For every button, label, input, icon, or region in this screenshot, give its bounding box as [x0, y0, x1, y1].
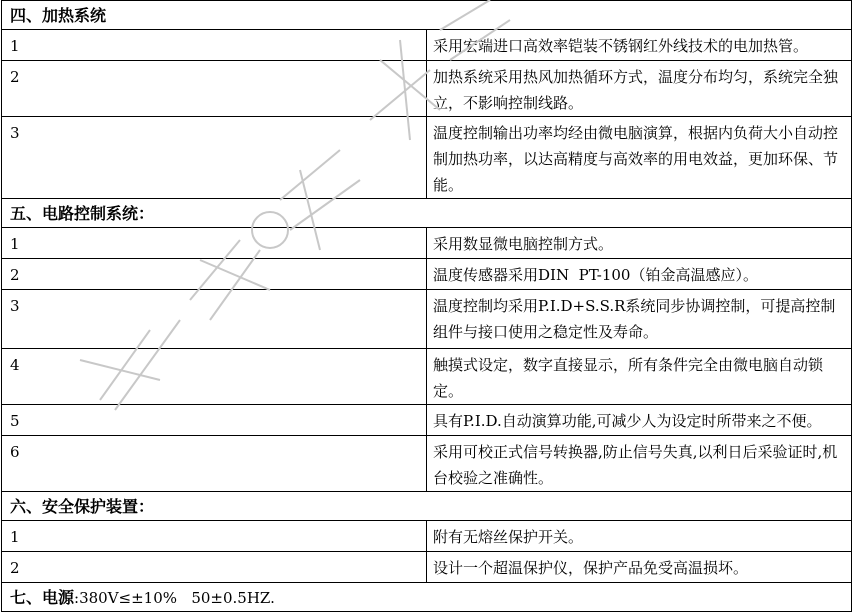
row-text: 设计一个超温保护仪，保护产品免受高温损坏。	[427, 552, 852, 583]
row-text: 温度控制输出功率均经由微电脑演算，根据内负荷大小自动控制加热功率，以达高精度与高效率的用电效益，更加环保、节能。	[427, 117, 852, 199]
row-number: 1	[2, 521, 427, 552]
table-row	[2, 290, 852, 349]
row-text: 采用宏端进口高效率铠装不锈钢红外线技术的电加热管。	[427, 30, 852, 61]
table-row	[2, 30, 852, 61]
table-row	[2, 552, 852, 583]
table-row	[2, 521, 852, 552]
row-text: 温度传感器采用DIN PT-100（铂金高温感应）。	[427, 259, 852, 290]
power-label: 七、电源	[10, 588, 75, 607]
row-text: 附有无熔丝保护开关。	[427, 521, 852, 552]
row-number: 4	[2, 349, 427, 405]
row-number: 2	[2, 259, 427, 290]
table-row	[2, 117, 852, 199]
section-title-safety: 六、安全保护装置：	[2, 492, 852, 521]
row-text: 温度控制均采用P.I.D+S.S.R系统同步协调控制，可提高控制组件与接口使用之稳定性及寿命。	[427, 290, 852, 349]
table-row	[2, 228, 852, 259]
row-number: 1	[2, 228, 427, 259]
row-text: 具有P.I.D.自动演算功能,可减少人为设定时所带来之不便。	[427, 405, 852, 436]
spec-table	[1, 0, 852, 612]
row-number: 3	[2, 290, 427, 349]
row-text: 采用可校正式信号转换器,防止信号失真,以利日后采验证时,机台校验之准确性。	[427, 436, 852, 492]
table-row	[2, 259, 852, 290]
section-heading-row	[2, 199, 852, 228]
row-number: 5	[2, 405, 427, 436]
table-row	[2, 405, 852, 436]
section-heading-row	[2, 492, 852, 521]
row-number: 1	[2, 30, 427, 61]
row-number: 2	[2, 552, 427, 583]
table-row	[2, 61, 852, 117]
table-row	[2, 349, 852, 405]
row-text: 触摸式设定，数字直接显示，所有条件完全由微电脑自动锁定。	[427, 349, 852, 405]
row-text: 采用数显微电脑控制方式。	[427, 228, 852, 259]
section-heading-row	[2, 583, 852, 612]
row-number: 3	[2, 117, 427, 199]
row-text: 加热系统采用热风加热循环方式，温度分布均匀，系统完全独立，不影响控制线路。	[427, 61, 852, 117]
power-value: :380V≤±10% 50±0.5HZ.	[74, 589, 275, 607]
section-title-circuit: 五、电路控制系统：	[2, 199, 852, 228]
section-title-heating: 四、加热系统	[2, 1, 852, 30]
section-heading-row	[2, 1, 852, 30]
row-number: 6	[2, 436, 427, 492]
row-number: 2	[2, 61, 427, 117]
table-row	[2, 436, 852, 492]
power-supply-row	[2, 583, 852, 612]
